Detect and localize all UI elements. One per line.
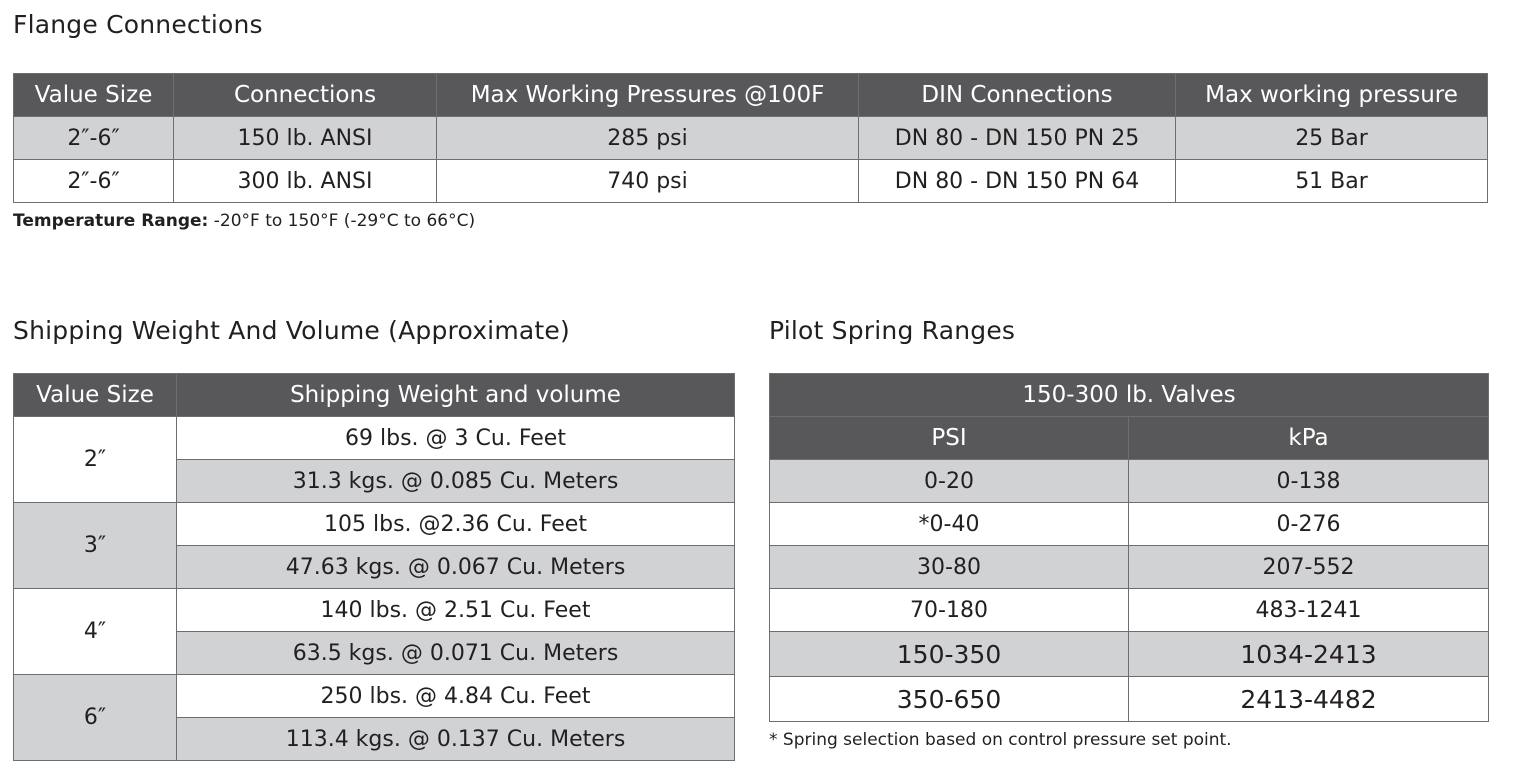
pilot-group-header: 150-300 lb. Valves — [770, 374, 1489, 417]
temperature-range-note — [13, 211, 475, 231]
shipping-title: Shipping Weight And Volume (Approximate) — [13, 316, 570, 345]
pilot-header-psi: PSI — [770, 417, 1129, 460]
table-cell: 30-80 — [770, 546, 1129, 589]
table-cell: 47.63 kgs. @ 0.067 Cu. Meters — [177, 546, 735, 589]
flange-table — [13, 73, 1488, 203]
table-row — [14, 417, 735, 460]
table-cell: 150 lb. ANSI — [174, 117, 437, 160]
table-cell: 69 lbs. @ 3 Cu. Feet — [177, 417, 735, 460]
flange-header-connections: Connections — [174, 74, 437, 117]
pilot-footnote: * Spring selection based on control pressure set point. — [769, 730, 1232, 750]
table-row — [14, 675, 735, 718]
table-cell: 0-138 — [1129, 460, 1489, 503]
table-row — [14, 503, 735, 546]
table-row — [14, 589, 735, 632]
temperature-range-value: -20°F to 150°F (-29°C to 66°C) — [208, 211, 476, 231]
flange-title: Flange Connections — [13, 10, 263, 39]
table-cell: 300 lb. ANSI — [174, 160, 437, 203]
shipping-header-value-size: Value Size — [14, 374, 177, 417]
table-cell: 0-20 — [770, 460, 1129, 503]
pilot-header-kpa: kPa — [1129, 417, 1489, 460]
table-cell: 285 psi — [437, 117, 859, 160]
shipping-size-cell: 2″ — [14, 417, 177, 503]
table-cell: 0-276 — [1129, 503, 1489, 546]
pilot-table — [769, 373, 1489, 722]
table-cell: 483-1241 — [1129, 589, 1489, 632]
table-cell: 250 lbs. @ 4.84 Cu. Feet — [177, 675, 735, 718]
shipping-size-cell: 3″ — [14, 503, 177, 589]
table-cell: 63.5 kgs. @ 0.071 Cu. Meters — [177, 632, 735, 675]
table-cell: 31.3 kgs. @ 0.085 Cu. Meters — [177, 460, 735, 503]
table-cell: 51 Bar — [1176, 160, 1488, 203]
table-row — [770, 460, 1489, 503]
flange-header-din-connections: DIN Connections — [859, 74, 1176, 117]
table-row — [14, 117, 1488, 160]
table-row — [770, 677, 1489, 722]
table-cell: 140 lbs. @ 2.51 Cu. Feet — [177, 589, 735, 632]
table-row — [14, 160, 1488, 203]
shipping-header-weight-volume: Shipping Weight and volume — [177, 374, 735, 417]
table-cell: DN 80 - DN 150 PN 64 — [859, 160, 1176, 203]
table-cell: 105 lbs. @2.36 Cu. Feet — [177, 503, 735, 546]
shipping-size-cell: 6″ — [14, 675, 177, 761]
temperature-range-label: Temperature Range: — [13, 211, 209, 231]
flange-header-value-size: Value Size — [14, 74, 174, 117]
table-cell: 25 Bar — [1176, 117, 1488, 160]
table-cell: 2″-6″ — [14, 160, 174, 203]
table-cell: 1034-2413 — [1129, 632, 1489, 677]
shipping-size-cell: 4″ — [14, 589, 177, 675]
flange-header-max-working-pressures: Max Working Pressures @100F — [437, 74, 859, 117]
flange-header-row — [14, 74, 1488, 117]
table-cell: 740 psi — [437, 160, 859, 203]
table-cell: 113.4 kgs. @ 0.137 Cu. Meters — [177, 718, 735, 761]
table-row — [770, 503, 1489, 546]
shipping-table — [13, 373, 735, 761]
table-cell: 207-552 — [1129, 546, 1489, 589]
table-cell: 2″-6″ — [14, 117, 174, 160]
flange-header-max-working-pressure: Max working pressure — [1176, 74, 1488, 117]
table-row — [770, 632, 1489, 677]
pilot-title: Pilot Spring Ranges — [769, 316, 1016, 345]
table-cell: 2413-4482 — [1129, 677, 1489, 722]
table-row — [770, 546, 1489, 589]
table-cell: 70-180 — [770, 589, 1129, 632]
table-cell: 150-350 — [770, 632, 1129, 677]
table-cell: 350-650 — [770, 677, 1129, 722]
shipping-header-row — [14, 374, 735, 417]
pilot-header-row — [770, 417, 1489, 460]
pilot-group-header-row — [770, 374, 1489, 417]
table-row — [770, 589, 1489, 632]
table-cell: DN 80 - DN 150 PN 25 — [859, 117, 1176, 160]
table-cell: *0-40 — [770, 503, 1129, 546]
